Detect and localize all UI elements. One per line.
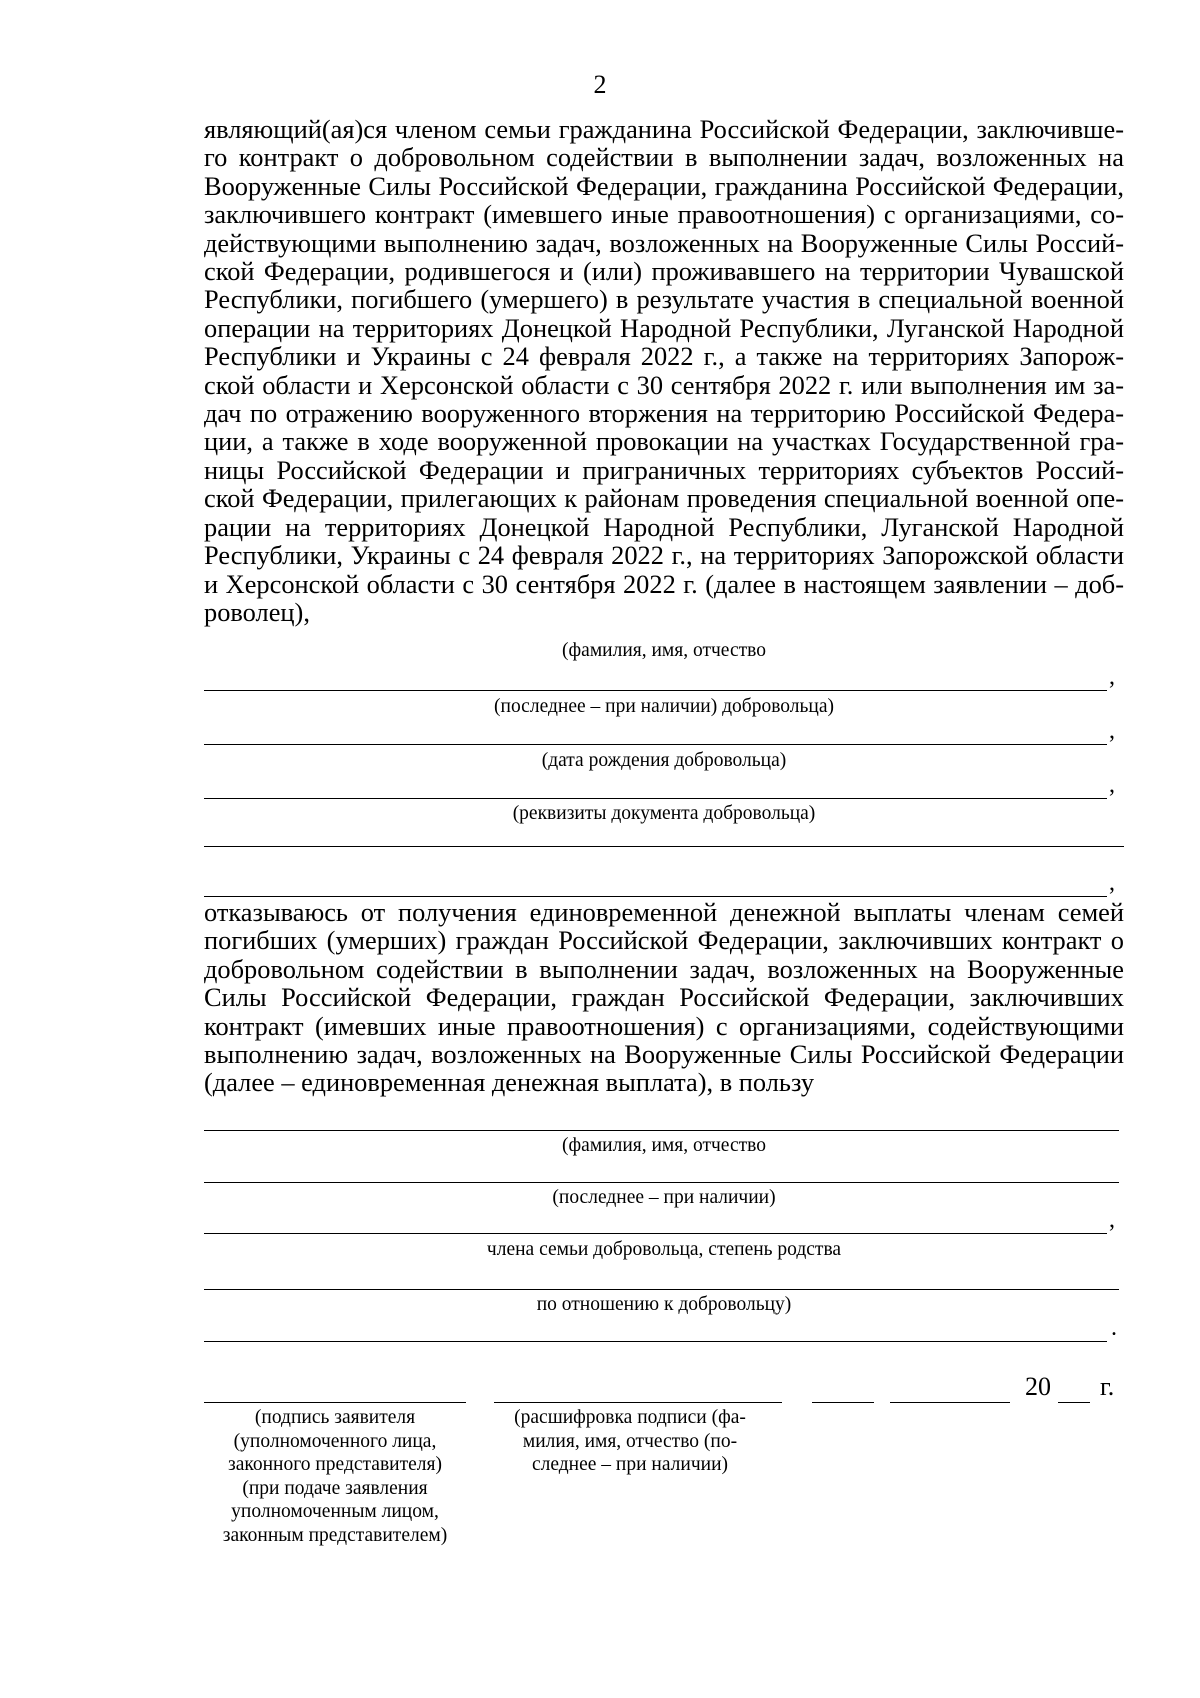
caption-line: законным представителем) — [222, 1524, 448, 1546]
recipient-name-field-3[interactable] — [204, 1182, 1119, 1183]
paragraph-line: действующими выполнению задач, возложенных на Вооруженные Силы Россий- — [204, 227, 1124, 258]
refusal-paragraph — [204, 898, 1124, 1097]
paragraph-line: Силы Российской Федерации, граждан Российской Федерации, заключивших — [204, 982, 1124, 1013]
paragraph-line-text: (далее – единовременная денежная выплата), в пользу — [204, 1067, 815, 1098]
paragraph-line: и Херсонской области с 30 сентября 2022 г. (далее в настоящем заявлении – доб- — [204, 568, 1124, 599]
paragraph-line: ской Федерации, родившегося и (или) проживавшего на территории Чувашской — [204, 256, 1124, 287]
date-year-prefix: 20 — [1025, 1372, 1051, 1401]
paragraph-last-line — [204, 598, 1124, 626]
signature-decoding-caption — [490, 1406, 770, 1477]
line-comma: , — [1109, 1207, 1115, 1233]
line-comma: , — [1109, 772, 1115, 798]
paragraph-line: Вооруженные Силы Российской Федерации, гражданина Российской Федерации, — [204, 170, 1124, 201]
volunteer-document-field[interactable] — [204, 798, 1107, 799]
statement-paragraph — [204, 115, 1124, 626]
paragraph-line: выполнению задач, возложенных на Вооруженные Силы Российской Федерации — [204, 1039, 1124, 1070]
caption-line: (подпись заявителя — [254, 1407, 416, 1428]
signature-decoding-field[interactable] — [494, 1402, 782, 1403]
line-comma: , — [1109, 870, 1115, 896]
paragraph-line: дач по отражению вооруженного вторжения на территорию Российской Федера- — [204, 398, 1124, 429]
volunteer-document-field-2[interactable] — [204, 846, 1124, 847]
recipient-name-field-2[interactable] — [204, 1130, 1119, 1131]
volunteer-name-field-2[interactable] — [204, 690, 1107, 691]
paragraph-line: заключившего контракт (имевшего иные правоотношения) с организациями, со- — [204, 199, 1124, 230]
caption-recipient-fio-cont: (последнее – при наличии) — [552, 1187, 776, 1208]
caption-recipient-fio: (фамилия, имя, отчество — [562, 1135, 766, 1156]
caption-birth-date: (дата рождения добровольца) — [541, 750, 787, 771]
caption-line: (при подаче заявления — [242, 1477, 428, 1499]
recipient-relation-field[interactable] — [204, 1233, 1107, 1234]
caption-document: (реквизиты документа добровольца) — [512, 803, 816, 824]
date-month-field[interactable] — [890, 1402, 1010, 1403]
applicant-signature-field[interactable] — [204, 1402, 466, 1403]
caption-line: следнее – при наличии) — [531, 1454, 729, 1475]
date-day-field[interactable] — [812, 1402, 874, 1403]
paragraph-line: ции, а также в ходе вооруженной провокации на участках Государственной гра- — [204, 426, 1124, 457]
caption-relation-cont: по отношению к добровольцу) — [536, 1294, 792, 1315]
recipient-relation-field-3[interactable] — [204, 1341, 1107, 1342]
recipient-relation-field-2[interactable] — [204, 1289, 1119, 1290]
page-number: 2 — [593, 70, 607, 99]
paragraph-line: отказываюсь от получения единовременной денежной выплаты членам семей — [204, 897, 1124, 927]
paragraph-line: погибших (умерших) граждан Российской Федерации, заключивших контракт о — [204, 925, 1124, 956]
paragraph-line-text: роволец), — [204, 596, 310, 627]
volunteer-birth-date-field[interactable] — [204, 744, 1107, 745]
paragraph-line: Республики, Украины с 24 февраля 2022 г., на территориях Запорожской области — [204, 540, 1124, 571]
caption-line: (расшифровка подписи (фа- — [514, 1407, 746, 1428]
caption-line: законного представителя) — [228, 1454, 442, 1475]
date-year-field[interactable] — [1058, 1402, 1090, 1403]
paragraph-line: ницы Российской Федерации и приграничных территориях субъектов Россий- — [204, 454, 1124, 485]
paragraph-line: контракт (имевших иные правоотношения) с организациями, содействующими — [204, 1010, 1124, 1041]
paragraph-line: ской Федерации, прилегающих к районам проведения специальной военной опе- — [204, 483, 1124, 514]
applicant-signature-caption — [200, 1406, 470, 1547]
paragraph-line: го контракт о добровольном содействии в выполнении задач, возложенных на — [204, 142, 1124, 173]
date-year-suffix: г. — [1100, 1372, 1115, 1401]
caption-volunteer-fio-cont: (последнее – при наличии) добровольца) — [494, 696, 834, 717]
paragraph-line: являющий(ая)ся членом семьи гражданина Российской Федерации, заключивше- — [204, 114, 1124, 144]
line-comma: , — [1109, 718, 1115, 744]
paragraph-line: Республики и Украины с 24 февраля 2022 г., а также на территориях Запорож- — [204, 341, 1124, 372]
line-comma: , — [1109, 664, 1115, 690]
caption-relation: члена семьи добровольца, степень родства — [486, 1239, 842, 1260]
paragraph-line: Республики, погибшего (умершего) в результате участия в специальной военной — [204, 284, 1124, 315]
paragraph-line: добровольном содействии в выполнении задач, возложенных на Вооруженные — [204, 953, 1124, 984]
paragraph-line: ской области и Херсонской области с 30 сентября 2022 г. или выполнения им за- — [204, 369, 1124, 400]
caption-volunteer-fio: (фамилия, имя, отчество — [562, 640, 766, 661]
paragraph-line: рации на территориях Донецкой Народной Республики, Луганской Народной — [204, 511, 1124, 542]
paragraph-last-line — [204, 1068, 1124, 1096]
caption-line: милия, имя, отчество (по- — [522, 1430, 738, 1452]
paragraph-line: операции на территориях Донецкой Народной Республики, Луганской Народной — [204, 312, 1124, 343]
caption-line: (уполномоченного лица, — [233, 1430, 437, 1452]
line-period: . — [1111, 1315, 1117, 1341]
caption-line: уполномоченным лицом, — [231, 1501, 439, 1522]
